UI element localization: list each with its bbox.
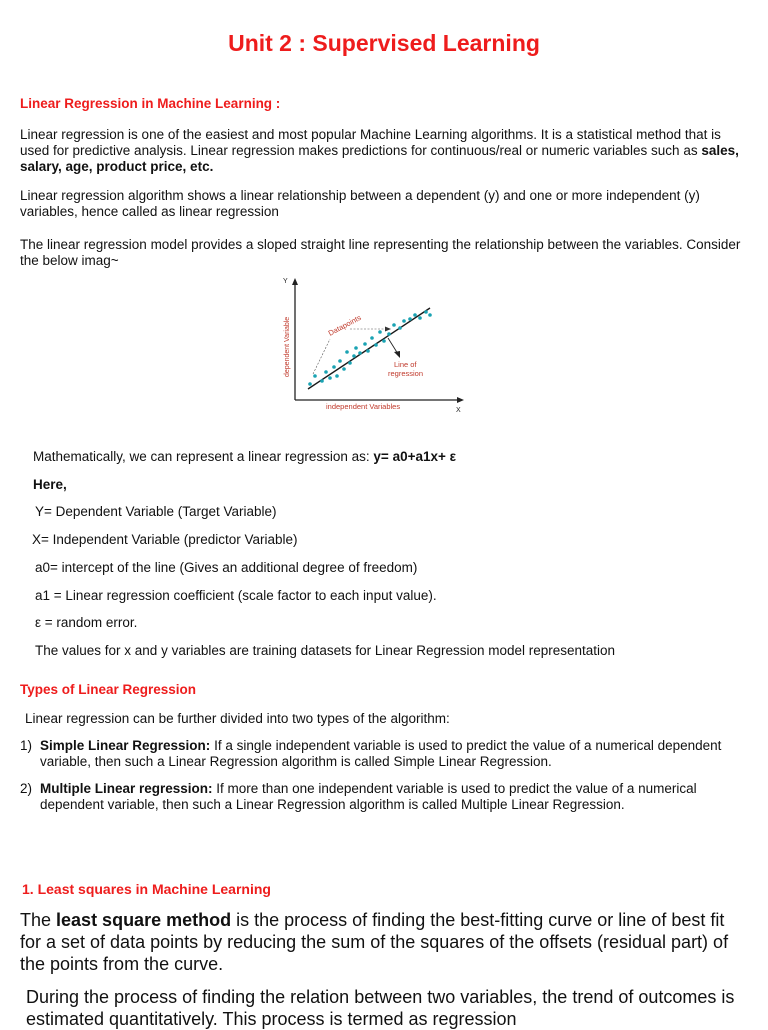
linear-regression-figure	[270, 272, 470, 417]
paragraph-intro-bold: sales, salary, age, product price, etc.	[20, 143, 739, 174]
datapoint	[328, 376, 332, 380]
datapoint	[424, 310, 428, 314]
list-item-multiple	[20, 781, 740, 813]
least-squares-term: least square method	[56, 910, 232, 930]
list-item-text: If more than one independent variable is used to predict the value of a numerical dependent variable, then such a Linear Regression algorithm is called Multiple Linear Regression.	[40, 781, 697, 812]
datapoint	[320, 379, 324, 383]
least-squares-text-pre: The	[20, 910, 57, 930]
y-axis-arrow-icon	[292, 278, 298, 285]
values-note: The values for x and y variables are training datasets for Linear Regression model representation	[35, 643, 616, 658]
datapoint	[374, 343, 378, 347]
math-intro-text: Mathematically, we can represent a linear regression as:	[33, 449, 374, 464]
section-heading-types: Types of Linear Regression	[20, 682, 197, 697]
paragraph-intro-text: Linear regression is one of the easiest and most popular Machine Learning algorithms. It is a statistical method that is used for predictive analysis. Linear regression makes predictions for continuous/real or numeric variables such as	[20, 127, 721, 158]
datapoint	[324, 370, 328, 374]
regression-label: regression	[388, 369, 424, 378]
def-epsilon: ε = random error.	[35, 615, 138, 630]
def-a1: a1 = Linear regression coefficient (scale factor to each input value).	[35, 588, 437, 603]
page-title: Unit 2 : Supervised Learning	[228, 30, 540, 56]
datapoint	[352, 354, 356, 358]
datapoint	[338, 359, 342, 363]
types-intro: Linear regression can be further divided into two types of the algorithm:	[25, 711, 450, 726]
datapoints-pointer-a	[313, 339, 330, 374]
datapoint	[363, 342, 367, 346]
line-of-label: Line of	[394, 360, 417, 369]
def-x: X= Independent Variable (predictor Variable)	[32, 532, 298, 547]
list-item-text: If a single independent variable is used to predict the value of a numerical dependent variable, then such a Linear Regression algorithm is called Simple Linear Regression.	[40, 738, 722, 769]
list-item-term: Multiple Linear regression:	[40, 781, 213, 796]
datapoint	[408, 317, 412, 321]
line-pointer-arrow-icon	[394, 351, 400, 358]
math-here: Here,	[33, 477, 67, 492]
list-item-simple	[20, 738, 740, 770]
list-number: 2)	[20, 781, 33, 796]
x-axis-arrow-icon	[457, 397, 464, 403]
least-squares-para-1	[20, 909, 745, 975]
datapoint	[378, 330, 382, 334]
datapoint	[413, 313, 417, 317]
datapoint	[418, 316, 422, 320]
datapoint	[335, 374, 339, 378]
y-axis-letter: Y	[283, 278, 288, 285]
datapoint	[370, 336, 374, 340]
paragraph-model: The linear regression model provides a sloped straight line representing the relationship between the variables. Consider the below imag~	[20, 237, 741, 268]
datapoint	[382, 339, 386, 343]
datapoints-arrow-icon	[385, 327, 391, 332]
math-equation: y= a0+a1x+ ε	[373, 449, 457, 464]
datapoint	[348, 361, 352, 365]
list-item-body	[36, 781, 740, 813]
def-a0: a0= intercept of the line (Gives an additional degree of freedom)	[35, 560, 418, 575]
y-axis-label: dependent Variable	[284, 316, 291, 377]
datapoint	[345, 350, 349, 354]
paragraph-intro	[20, 127, 750, 175]
datapoint	[354, 346, 358, 350]
datapoint	[308, 382, 312, 386]
paragraph-relationship: Linear regression algorithm shows a linear relationship between a dependent (y) and one or more independent (y) variables, hence called as linear regression	[20, 188, 700, 219]
list-item-term: Simple Linear Regression:	[40, 738, 211, 753]
datapoints-label: Datapoints	[326, 312, 363, 338]
list-item-body	[36, 738, 740, 770]
datapoint	[387, 332, 391, 336]
datapoint	[428, 313, 432, 317]
datapoint	[332, 365, 336, 369]
datapoint	[313, 374, 317, 378]
section-heading-linear-regression: Linear Regression in Machine Learning :	[20, 96, 281, 111]
least-squares-para-2: During the process of finding the relation between two variables, the trend of outcomes is estimated quantitatively. This process is termed as regression	[26, 987, 735, 1029]
least-squares-text-post: is the process of finding the best-fitting curve or line of best fit for a set of data points by reducing the sum of the squares of the offsets (residual part) of the points from the curve.	[20, 910, 729, 974]
datapoint	[392, 323, 396, 327]
datapoint	[358, 351, 362, 355]
section-heading-least-squares: 1. Least squares in Machine Learning	[22, 881, 271, 897]
datapoint	[402, 319, 406, 323]
list-number: 1)	[20, 738, 33, 753]
datapoint	[366, 349, 370, 353]
datapoint	[342, 367, 346, 371]
def-y: Y= Dependent Variable (Target Variable)	[35, 504, 277, 519]
x-axis-letter: X	[456, 407, 461, 414]
datapoint	[398, 326, 402, 330]
x-axis-label: independent Variables	[326, 402, 401, 411]
math-intro	[33, 449, 753, 465]
